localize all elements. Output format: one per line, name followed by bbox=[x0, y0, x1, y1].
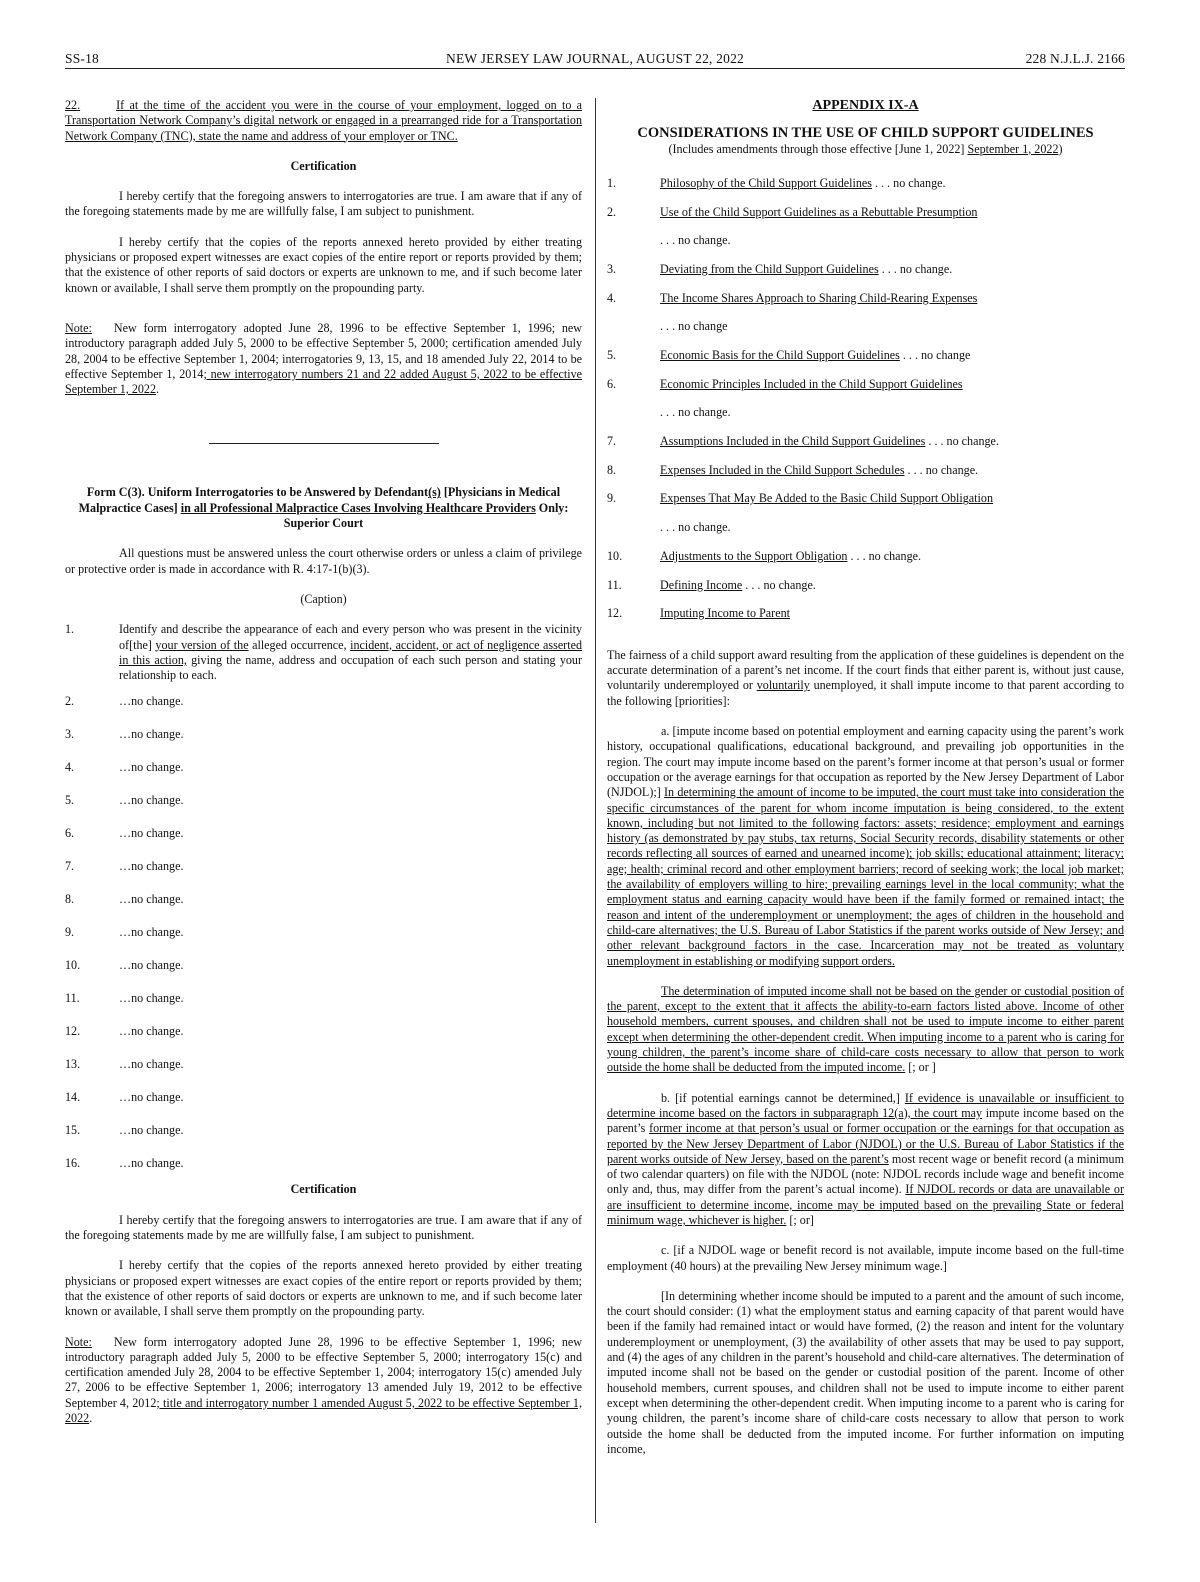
toc-number: 10. bbox=[607, 548, 623, 563]
toc-entry bbox=[607, 291, 1124, 320]
toc-status: . . . no change. bbox=[871, 175, 946, 190]
item-text: …no change. bbox=[119, 760, 184, 775]
item-number: 6. bbox=[65, 826, 75, 841]
certification-paragraph: I hereby certify that the foregoing answers to interrogatories are true. I am aware that if any of the foregoing statements made by me are willfully false, I am subject to punishment. bbox=[65, 189, 582, 219]
toc-number: 9. bbox=[607, 491, 617, 506]
toc-entry bbox=[607, 176, 1124, 205]
toc-status: . . . no change. bbox=[925, 434, 999, 449]
interrogatory-item bbox=[65, 1081, 582, 1114]
item-number: 8. bbox=[65, 892, 75, 907]
note-paragraph: Note: New form interrogatory adopted June 28, 1996 to be effective September 1, 1996; new introductory paragraph added July 5, 2000 to be effective September 5, 2000; certification amended July 28, 2004 to be effective September 1, 2004; interrogatories 9, 13, 15, and 18 amended July 22, 2014 to be effective September 1, 2014; new interrogatory numbers 21 and 22 added August 5, 2022 to be effective September 1, 2022. bbox=[65, 320, 583, 397]
toc-entry bbox=[607, 262, 1124, 291]
toc-title: Economic Basis for the Child Support Guidelines bbox=[660, 348, 900, 363]
item-text: …no change. bbox=[119, 925, 184, 940]
interrogatory-22: 22. If at the time of the accident you were in the course of your employment, logged on to a Transportation Network Company’s digital network or engaged in a prearranged ride for a Transportation Network Company (TNC), state the name and address of your employer or TNC. bbox=[65, 98, 582, 143]
body-paragraph: [In determining whether income should be imputed to a parent and the amount of such income, the court should consider: (1) what the employment status and earning capacity of that parent would have been if the family had remained intact or would have formed, (2) the reason and intent for the voluntary underemployment or unemployment, (3) the availability of other assets that may be used to pay support, and (4) the ages of any children in the parent’s household and child-care alternatives. The determination of imputed income shall not be based on the gender or custodial position of the parent. Income of other household members, current spouses, and children shall not be used to impute income to either parent except when determining the other-dependent credit. When imputing income to a parent who is caring for young children, the parent’s income share of child-care costs necessary to allow that person to work outside the home shall be deducted from the imputed income. For further information on imputing income, bbox=[607, 1288, 1124, 1456]
body-paragraph: The fairness of a child support award resulting from the application of these guidelines is dependent on the accurate determination of a parent’s net income. If the court finds that either parent is, without just cause, voluntarily underemployed or voluntarily unemployed, it shall impute income to that parent according to the following [priorities]: bbox=[607, 647, 1124, 708]
certification-heading: Certification bbox=[290, 158, 357, 173]
toc-number: 11. bbox=[607, 577, 622, 592]
form-intro: All questions must be answered unless the court otherwise orders or unless a claim of privilege or protective order is made in accordance with R. 4:17-1(b)(3). bbox=[65, 546, 582, 576]
toc-title: The Income Shares Approach to Sharing Child-Rearing Expenses bbox=[660, 290, 978, 305]
toc-title: Philosophy of the Child Support Guidelines bbox=[660, 175, 872, 190]
subparagraph-c: c. [if a NJDOL wage or benefit record is not available, impute income based on the full-time employment (40 hours) at the prevailing New Jersey minimum wage.] bbox=[607, 1243, 1124, 1273]
citation: 228 N.J.L.J. 2166 bbox=[1025, 51, 1125, 66]
interrogatory-item bbox=[65, 883, 582, 916]
toc-status-line: . . . no change. bbox=[660, 405, 731, 420]
subparagraph-b: b. [if potential earnings cannot be determined,] If evidence is unavailable or insufficient to determine income based on the factors in subparagraph 12(a), the court may impute income based on the parent’s former income at that person’s usual or former occupation or the earnings for that occupation as reported by the New Jersey Department of Labor (NJDOL) or the U.S. Bureau of Labor Statistics if the parent works outside of New Jersey, based on the parent’s most recent wage or benefit record (a minimum of two calendar quarters) on file with the NJDOL (note: NJDOL records include wage and benefit income only and, thus, may differ from the parent’s actual income). If NJDOL records or data are unavailable or are insufficient to determine income, income may be imputed based on the prevailing State or federal minimum wage, whichever is higher. [; or] bbox=[607, 1090, 1124, 1227]
item-number: 10. bbox=[65, 958, 81, 973]
item-number: 3. bbox=[65, 727, 75, 742]
certification-paragraph: I hereby certify that the copies of the reports annexed hereto provided by either treating physicians or proposed expert witnesses are exact copies of the entire report or reports provided by them; that the existence of other reports of said doctors or experts are unknown to me, and if such become later known or available, I shall serve them promptly on the propounding party. bbox=[65, 234, 582, 295]
toc-entry bbox=[607, 348, 1124, 377]
interrogatory-item bbox=[65, 784, 582, 817]
column-divider bbox=[595, 98, 596, 1523]
page-header bbox=[65, 48, 1125, 69]
item-text: …no change. bbox=[119, 1024, 184, 1039]
page-number: SS-18 bbox=[65, 51, 100, 66]
item-number: 16. bbox=[65, 1156, 81, 1171]
interrogatory-item bbox=[65, 751, 582, 784]
left-column bbox=[65, 98, 582, 1426]
toc-entry bbox=[607, 491, 1124, 520]
toc-entry bbox=[607, 205, 1124, 234]
toc-title: Economic Principles Included in the Child Support Guidelines bbox=[660, 376, 963, 391]
body-paragraph: The determination of imputed income shall not be based on the gender or custodial position of the parent, except to the extent that it affects the ability-to-earn factors listed above. Income of other household members, current spouses, and children shall not be used to impute income to either parent except when determining the other-dependent credit. When imputing income to a parent who is caring for young children, the parent’s income share of child-care costs necessary to allow that person to work outside the home shall be deducted from the imputed income. [; or ] bbox=[607, 983, 1124, 1075]
item-text: …no change. bbox=[119, 694, 184, 709]
item-text: …no change. bbox=[119, 991, 184, 1006]
interrogatory-1: 1. Identify and describe the appearance of each and every person who was present in the vicinity of[the] your version of the alleged occurrence, incident, accident, or act of negligence asserted in this action, giving the name, address and occupation of each such person and stating your relationship to each. bbox=[65, 622, 582, 683]
amendments-note: (Includes amendments through those effective [June 1, 2022] September 1, 2022) bbox=[668, 141, 1063, 156]
toc-status: . . . no change. bbox=[847, 548, 922, 563]
toc-entry bbox=[607, 578, 1124, 607]
toc-entry bbox=[607, 606, 1124, 635]
item-text: …no change. bbox=[119, 859, 184, 874]
certification-paragraph: I hereby certify that the copies of the reports annexed hereto provided by either treating physicians or proposed expert witnesses are exact copies of the entire report or reports provided by them; that the existence of other reports of said doctors or experts are unknown to me, and if such become later known or available, I shall serve them promptly on the propounding party. bbox=[65, 1258, 582, 1319]
item-text: …no change. bbox=[119, 1156, 184, 1171]
item-number: 14. bbox=[65, 1090, 81, 1105]
item-number: 15. bbox=[65, 1123, 81, 1138]
table-of-contents bbox=[607, 176, 1124, 635]
toc-status-line: . . . no change. bbox=[660, 233, 731, 248]
journal-title: NEW JERSEY LAW JOURNAL, AUGUST 22, 2022 bbox=[446, 51, 744, 66]
toc-number: 7. bbox=[607, 434, 617, 449]
toc-title: Imputing Income to Parent bbox=[660, 606, 790, 621]
item-text: …no change. bbox=[119, 1057, 184, 1072]
note-paragraph: Note: New form interrogatory adopted June 28, 1996 to be effective September 1, 1996; new introductory paragraph added July 5, 2000 to be effective September 5, 2000; interrogatory 15(c) and certification amended July 28, 2004 to be effective September 1, 2004; interrogatory 15(c) amended July 27, 2006 to be effective September 1, 2006; interrogatory 13 amended July 19, 2012 to be effective September 4, 2012; title and interrogatory number 1 amended August 5, 2022 to be effective September 1, 2022. bbox=[65, 1334, 582, 1425]
item-text: …no change. bbox=[119, 892, 184, 907]
toc-title: Adjustments to the Support Obligation bbox=[660, 548, 848, 563]
item-number: 9. bbox=[65, 925, 75, 940]
interrogatory-item bbox=[65, 718, 582, 751]
form-title: Form C(3). Uniform Interrogatories to be Answered by Defendant(s) [Physicians in Medical Malpractice Cases] in all Professional Malpractice Cases Involving Healthcare Providers Only: Superior Court bbox=[78, 485, 569, 531]
toc-title: Expenses That May Be Added to the Basic Child Support Obligation bbox=[660, 491, 993, 506]
item-number: 12. bbox=[65, 1024, 81, 1039]
toc-number: 2. bbox=[607, 204, 617, 219]
item-text: …no change. bbox=[119, 1123, 184, 1138]
toc-status: . . . no change. bbox=[878, 261, 953, 276]
toc-title: Deviating from the Child Support Guidelines bbox=[660, 261, 879, 276]
item-number: 7. bbox=[65, 859, 75, 874]
interrogatory-item bbox=[65, 1114, 582, 1147]
item-number: 2. bbox=[65, 694, 75, 709]
interrogatory-list bbox=[65, 685, 582, 1180]
interrogatory-item bbox=[65, 1147, 582, 1180]
item-number: 13. bbox=[65, 1057, 81, 1072]
item-text: …no change. bbox=[119, 958, 184, 973]
item-text: …no change. bbox=[119, 826, 184, 841]
toc-number: 1. bbox=[607, 175, 617, 190]
appendix-subtitle: CONSIDERATIONS IN THE USE OF CHILD SUPPORT GUIDELINES bbox=[637, 125, 1094, 142]
toc-status-line: . . . no change bbox=[660, 319, 728, 334]
right-column bbox=[607, 98, 1124, 1457]
item-number: 11. bbox=[65, 991, 80, 1006]
caption: (Caption) bbox=[300, 591, 347, 606]
toc-entry bbox=[607, 434, 1124, 463]
item-number: 4. bbox=[65, 760, 75, 775]
toc-title: Assumptions Included in the Child Support Guidelines bbox=[660, 434, 926, 449]
toc-status: . . . no change. bbox=[904, 462, 979, 477]
toc-title: Expenses Included in the Child Support Schedules bbox=[660, 462, 905, 477]
item-text: …no change. bbox=[119, 793, 184, 808]
interrogatory-item bbox=[65, 685, 582, 718]
item-text: …no change. bbox=[119, 1090, 184, 1105]
interrogatory-item bbox=[65, 916, 582, 949]
interrogatory-item bbox=[65, 949, 582, 982]
toc-entry bbox=[607, 377, 1124, 406]
item-number: 5. bbox=[65, 793, 75, 808]
appendix-title: APPENDIX IX-A bbox=[812, 98, 919, 113]
interrogatory-item bbox=[65, 817, 582, 850]
toc-entry bbox=[607, 463, 1124, 492]
toc-number: 3. bbox=[607, 261, 617, 276]
toc-title: Use of the Child Support Guidelines as a Rebuttable Presumption bbox=[660, 204, 978, 219]
interrogatory-item bbox=[65, 1048, 582, 1081]
toc-number: 8. bbox=[607, 462, 617, 477]
toc-entry bbox=[607, 549, 1124, 578]
toc-number: 12. bbox=[607, 606, 623, 621]
section-separator bbox=[209, 443, 439, 444]
toc-number: 5. bbox=[607, 348, 617, 363]
toc-status: . . . no change bbox=[899, 348, 971, 363]
interrogatory-item bbox=[65, 850, 582, 883]
toc-status: . . . no change. bbox=[742, 577, 816, 592]
toc-number: 4. bbox=[607, 290, 617, 305]
interrogatory-item bbox=[65, 1015, 582, 1048]
toc-number: 6. bbox=[607, 376, 617, 391]
subparagraph-a: a. [impute income based on potential employment and earning capacity using the parent’s work history, occupational qualifications, educational background, and prevailing job opportunities in the region. The court may impute income based on the parent’s former income at that person’s usual or former occupation or the average earnings for that occupation as reported by the New Jersey Department of Labor (NJDOL);] In determining the amount of income to be imputed, the court must take into consideration the specific circumstances of the parent for whom income imputation is being considered, to the extent known, including but not limited to the following factors: assets; residence; employment and earnings history (as demonstrated by pay stubs, tax returns, Social Security records, disability statements or other records reflecting all sources of earned and unearned income); job skills; educational attainment; literacy; age; health; criminal record and other employment barriers; record of seeking work; the local job market; the availability of employers willing to hire; prevailing earnings level in the local community; what the employment status and earning capacity would have been if the family formed or remained intact; the reason and intent of the underemployment or unemployment; the ages of children in the household and child-care alternatives; the U.S. Bureau of Labor Statistics if the parent works outside of New Jersey; and other relevant background factors in the case. Incarceration may not be treated as voluntary unemployment in establishing or modifying support orders. bbox=[607, 724, 1125, 968]
toc-status-line: . . . no change. bbox=[660, 520, 731, 535]
interrogatory-item bbox=[65, 982, 582, 1015]
toc-title: Defining Income bbox=[660, 577, 743, 592]
certification-paragraph: I hereby certify that the foregoing answers to interrogatories are true. I am aware that if any of the foregoing statements made by me are willfully false, I am subject to punishment. bbox=[65, 1212, 582, 1243]
item-text: …no change. bbox=[119, 727, 184, 742]
certification-heading: Certification bbox=[290, 1182, 357, 1197]
